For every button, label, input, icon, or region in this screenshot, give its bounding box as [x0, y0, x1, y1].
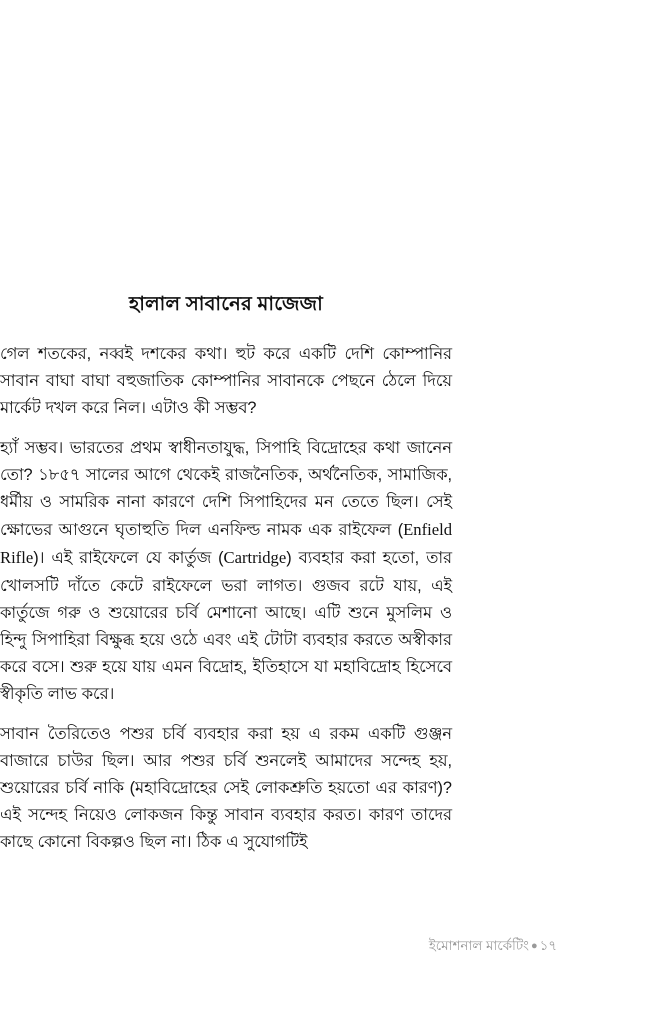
paragraph: [0, 341, 452, 423]
page-footer: [105, 936, 557, 956]
text-run: সাবান তৈরিতেও পশুর চর্বি ব্যবহার করা হয় এ রকম একটি গুঞ্জন বাজারে চাউর ছিল। আর পশুর চর্বি শুনলেই আমাদের সন্দেহ হয়, শুয়োরের চর্বি নাকি (মহাবিদ্রোহের সেই লোকশ্রুতি হয়তো এর কারণ)? এই সন্দেহ নিয়েও লোকজন কিন্তু সাবান ব্যবহার করত। কারণ তাদের কাছে কোনো বিকল্পও ছিল না। ঠিক এ সুযোগটিই: [0, 724, 452, 852]
text-run: হ্যাঁ সম্ভব। ভারতের প্রথম স্বাধীনতাযুদ্ধ, সিপাহি বিদ্রোহের কথা জানেন তো? ১৮৫৭ সালের আগে থেকেই রাজনৈতিক, অর্থনৈতিক, সামাজিক, ধর্মীয় ও সামরিক নানা কারণে দেশি সিপাহিদের মন তেতে ছিল। সেই ক্ষোভের আগুনে ঘৃতাহুতি দিল এনফিল্ড নামক এক রাইফেল (: [0, 438, 452, 540]
text-run: ) ব্যবহার করা হতো, তার খোলসটি দাঁতে কেটে রাইফেলে ভরা লাগত। গুজব রটে যায়, এই কার্তুজে গরু ও শুয়োরের চর্বি মেশানো আছে। এটি শুনে মুসলিম ও হিন্দু সিপাহিরা বিক্ষুব্ধ হয়ে ওঠে এবং এই টোটা ব্যবহার করতে অস্বীকার করে বসে। শুরু হয়ে যায় এমন বিদ্রোহ, ইতিহাসে যা মহাবিদ্রোহ হিসেবে স্বীকৃতি লাভ করে।: [0, 549, 452, 704]
text-run: গেল শতকের, নব্বই দশকের কথা। হুট করে একটি দেশি কোম্পানির সাবান বাঘা বাঘা বহুজাতিক কোম্পানির সাবানকে পেছনে ঠেলে দিয়ে মার্কেট দখল করে নিল। এটাও কী সম্ভব?: [0, 345, 452, 418]
footer-page-number: ১৭: [539, 938, 557, 953]
chapter-title: হালাল সাবানের মাজেজা: [129, 293, 323, 315]
footer-separator-dot: ●: [530, 940, 538, 953]
latin-term: Cartridge: [223, 548, 287, 568]
paragraph: [0, 435, 452, 709]
latin-term: Enfield Rifle: [0, 520, 452, 568]
body-text-block: [0, 341, 452, 857]
footer-book-title: ইমোশনাল মার্কেটিং: [428, 938, 529, 953]
text-run: )। এই রাইফেলে যে কার্তুজ (: [33, 549, 224, 568]
paragraph: [0, 721, 452, 857]
